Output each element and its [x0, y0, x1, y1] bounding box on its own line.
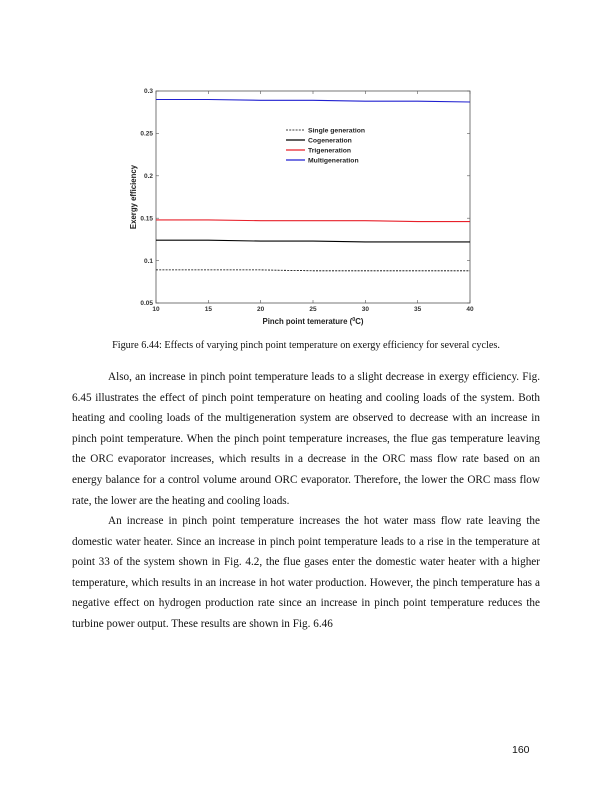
paragraph-2 — [72, 511, 540, 635]
x-tick-label: 35 — [414, 306, 422, 313]
paragraph-2-text: An increase in pinch point temperature increases the hot water mass flow rate leaving the domestic water heater. Since an increase in pinch point temperature leads to a rise in the temperature at point 33 of the system shown in Fig. 4.2, the flue gases enter the domestic water heater with a higher temperature, which results in an increase in hot water production. However, the pinch temperature has a negative effect on hydrogen production rate since an increase in pinch point temperature reduces the turbine power output. These results are shown in Fig. 6.46 — [72, 515, 540, 630]
page-number: 160 — [512, 744, 530, 756]
y-axis-label: Exergy efficiency — [129, 164, 138, 230]
paragraph-1-text: Also, an increase in pinch point temperature leads to a slight decrease in exergy efficiency. Fig. 6.45 illustrates the effect of pinch point temperature on heating and cooling loads of the system. Both heating and cooling loads of the multigeneration system are observed to decrease with an increase in pinch point temperature. When the pinch point temperature increases, the flue gas temperature leaving the ORC evaporator increases, which results in a decrease in the ORC mass flow rate based on an energy balance for a control volume around ORC evaporator. Therefore, the lower the ORC mass flow rate, the lower are the heating and cooling loads. — [72, 371, 540, 507]
y-tick-label: 0.15 — [140, 215, 153, 223]
plot-frame — [156, 91, 470, 303]
y-tick-label: 0.05 — [140, 300, 153, 308]
x-tick-label: 25 — [309, 306, 317, 313]
y-tick-label: 0.3 — [143, 88, 153, 96]
x-tick-label: 40 — [466, 306, 474, 313]
figure-caption: Figure 6.44: Effects of varying pinch point temperature on exergy efficiency for several cycles. — [112, 340, 500, 351]
x-tick-label: 15 — [204, 306, 212, 313]
x-axis-label: Pinch point temerature ($^0$C) — [262, 317, 364, 326]
x-tick-label: 20 — [257, 306, 265, 313]
x-tick-label: 30 — [361, 306, 369, 313]
y-tick-label: 0.25 — [140, 130, 153, 138]
paragraph-1 — [72, 367, 540, 511]
chart-canvas — [0, 0, 612, 335]
x-tick-label: 10 — [152, 306, 160, 313]
legend-label: Cogeneration — [308, 137, 352, 145]
legend-label: Multigeneration — [308, 157, 359, 165]
y-tick-label: 0.2 — [143, 173, 153, 180]
legend-label: Single generation — [308, 127, 366, 135]
legend-label: Trigeneration — [308, 147, 352, 155]
exergy-efficiency-chart — [0, 0, 612, 335]
y-tick-label: 0.1 — [143, 257, 153, 265]
